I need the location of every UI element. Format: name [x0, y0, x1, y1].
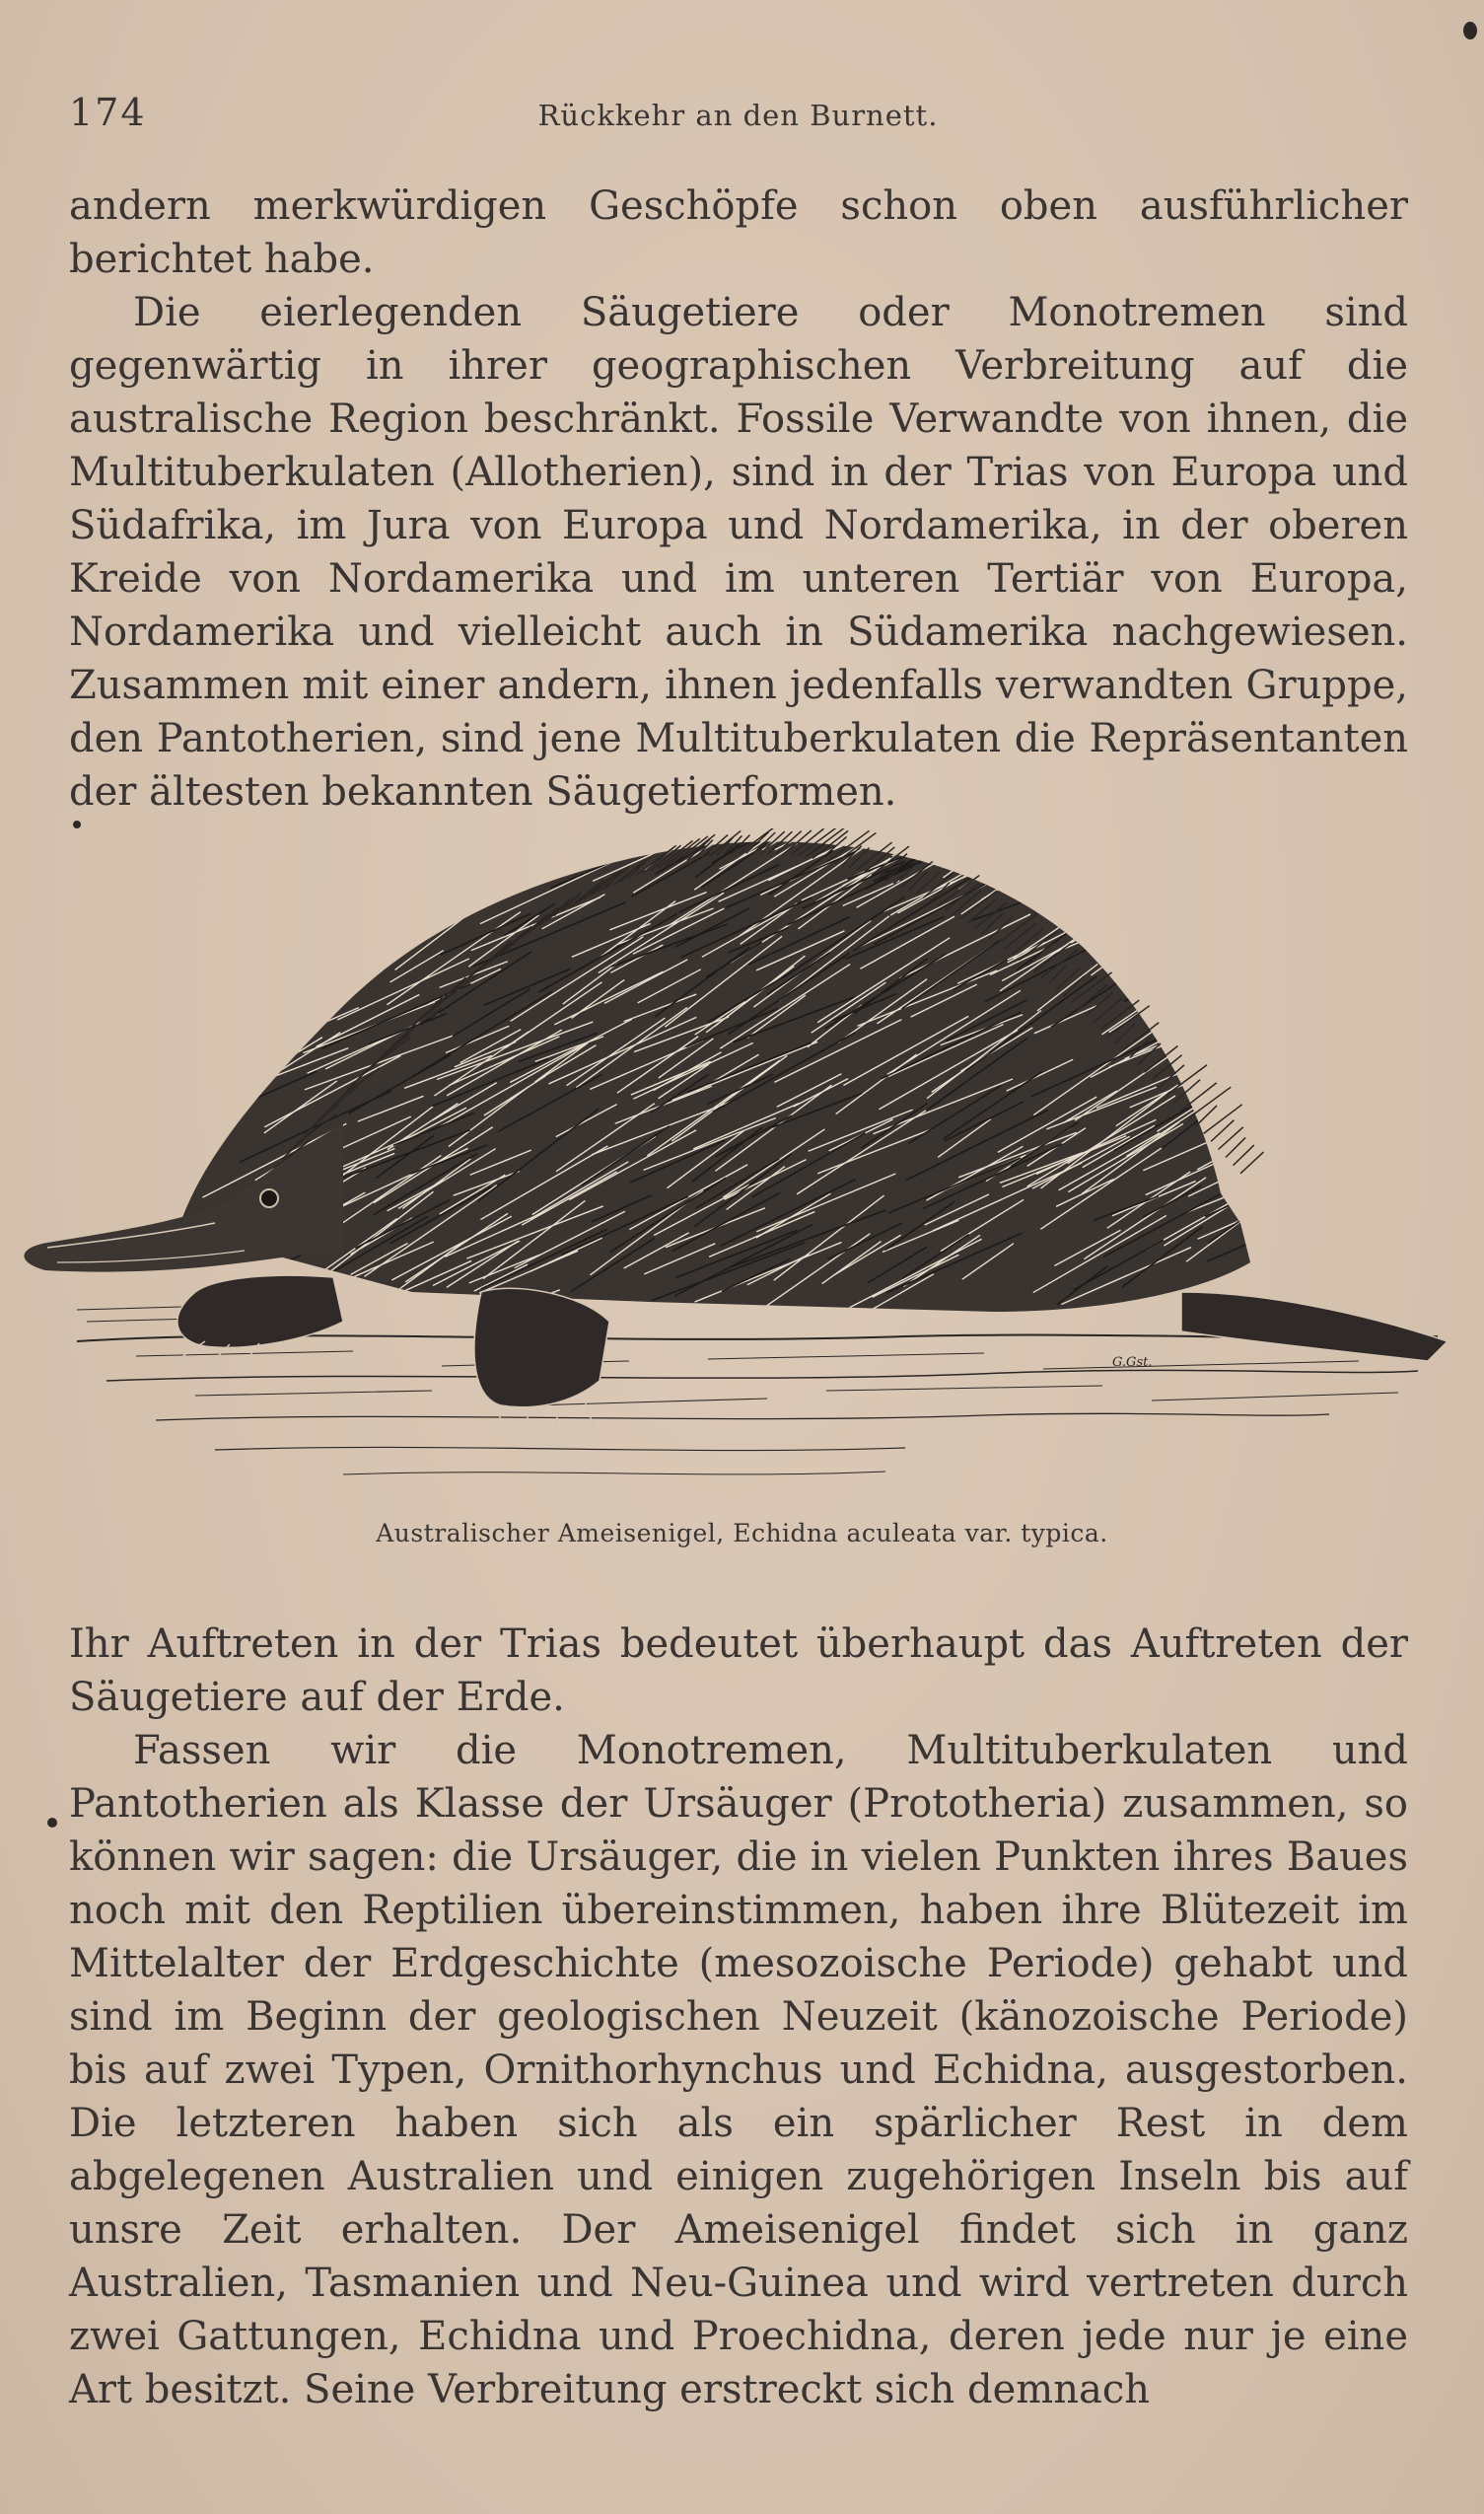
- ink-speck: [1463, 22, 1477, 39]
- paragraph-monotremen: Die eierlegenden Säugetiere oder Monotremen sind gegenwärtig in ihrer geographischen Verbreitung auf die australische Region beschränkt. Fossile Verwandte von ihnen, die Multituberkulaten (Allotherien), sind in der Trias von Europa und Südafrika, im Jura von Europa und Nordamerika, in der oberen Kreide von Nordamerika und im unteren Tertiär von Europa, Nordamerika und vielleicht auch in Südamerika nachgewiesen. Zusammen mit einer andern, ihnen jedenfalls verwandten Gruppe, den Pantotherien, sind jene Multituberkulaten die Repräsentanten der ältesten bekannten Säugetierformen.: [69, 290, 1408, 815]
- bottom-text-block: [69, 1617, 1408, 2416]
- running-title: Rückkehr an den Burnett.: [537, 99, 939, 132]
- echidna-rear-foot: [1181, 1292, 1448, 1361]
- paragraph-trias: Ihr Auftreten in der Trias bedeutet überhaupt das Auftreten der Säugetiere auf der Erde.: [69, 1621, 1408, 1720]
- paragraph-ursaeuger: Fassen wir die Monotremen, Multituberkulaten und Pantotherien als Klasse der Ursäuger (Prototheria) zusammen, so können wir sagen: die Ursäuger, die in vielen Punkten ihres Baues noch mit den Reptilien übereinstimmen, haben ihre Blütezeit im Mittelalter der Erdgeschichte (mesozoische Periode) gehabt und sind im Beginn der geologischen Neuzeit (känozoische Periode) bis auf zwei Typen, Ornithorhynchus und Echidna, ausgestorben. Die letzteren haben sich als ein spärlicher Rest in dem abgelegenen Australien und einigen zugehörigen Inseln bis auf unsre Zeit erhalten. Der Ameisenigel findet sich in ganz Australien, Tasmanien und Neu-Guinea und wird vertreten durch zwei Gattungen, Echidna und Proechidna, deren jede nur je eine Art besitzt. Seine Verbreitung erstreckt sich demnach: [69, 1728, 1408, 2412]
- echidna-illustration: [18, 828, 1467, 1499]
- page-number: 174: [69, 91, 147, 134]
- echidna-engraving: [18, 828, 1467, 1499]
- paragraph-continuation: andern merkwürdigen Geschöpfe schon oben ausführlicher berichtet habe.: [69, 183, 1408, 282]
- ink-speck: [47, 1818, 57, 1828]
- top-text-block: [69, 180, 1408, 819]
- running-head: [69, 91, 1407, 140]
- ink-speck: [73, 821, 81, 828]
- echidna-eye: [260, 1189, 278, 1207]
- engraver-signature: G.Gst.: [1112, 1355, 1153, 1370]
- figure-caption: Australischer Ameisenigel, Echidna aculeata var. typica.: [376, 1519, 1108, 1547]
